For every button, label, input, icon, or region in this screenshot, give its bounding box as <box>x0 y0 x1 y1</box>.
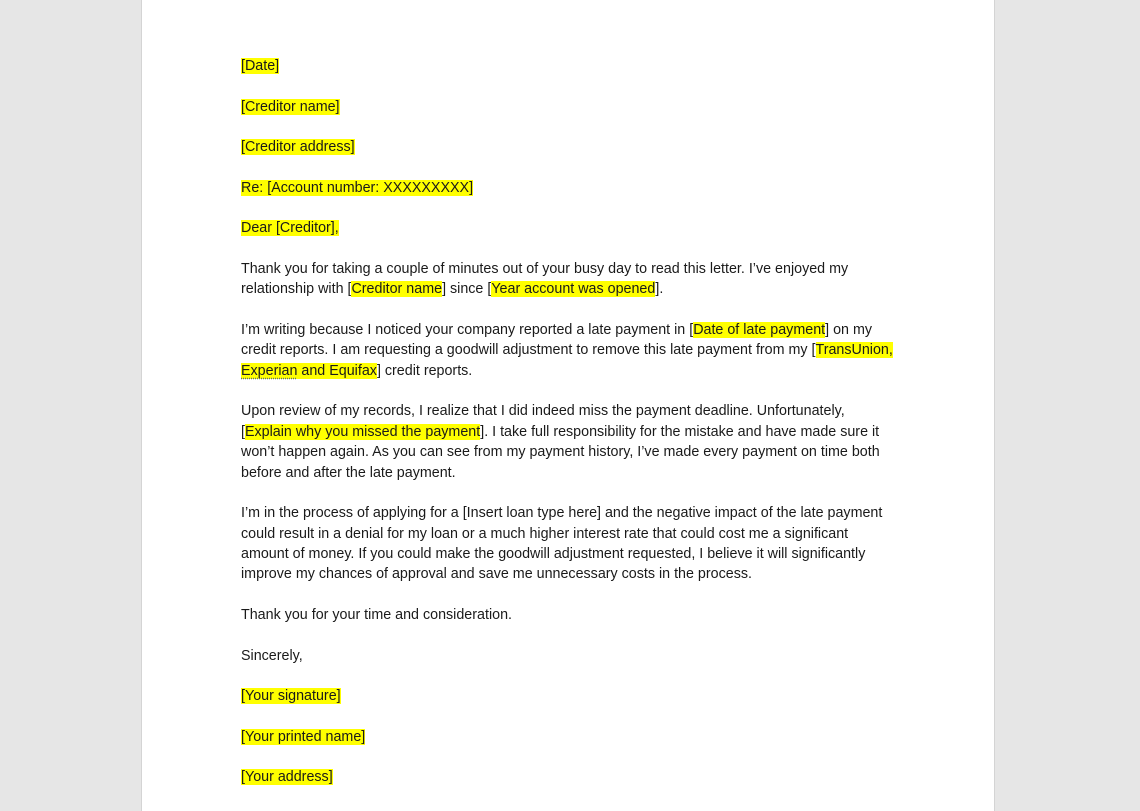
printed-name-line <box>241 727 901 747</box>
date-line <box>241 56 901 76</box>
request-line-1-start: I’m writing because I noticed your company reported a late payment in [ <box>241 321 694 338</box>
thanks-line <box>241 605 901 625</box>
printed-name-placeholder: [Your printed name] <box>241 728 366 745</box>
explanation-line-2-end: ]. I take full responsibility for the mistake and have made sure it <box>480 423 880 440</box>
signature-line <box>241 686 901 706</box>
signature-placeholder: [Your signature] <box>241 688 341 705</box>
salutation-placeholder: Dear [Creditor], <box>241 220 339 237</box>
request-line-2-start: credit reports. I am requesting a goodwill adjustment to remove this late payment from my [ <box>241 342 816 359</box>
paragraph-request <box>241 320 901 381</box>
closing-line <box>241 646 901 666</box>
spelling-marked-word: Experian <box>241 362 298 379</box>
intro-line-2-end: ]. <box>655 281 664 298</box>
salutation-line <box>241 218 901 238</box>
address-placeholder: [Your address] <box>241 769 333 786</box>
address-line <box>241 767 901 787</box>
impact-line-1: I’m in the process of applying for a [Insert loan type here] and the negative impact of the late payment <box>241 505 883 522</box>
impact-line-3: amount of money. If you could make the goodwill adjustment requested, I believe it will significantly <box>241 546 866 562</box>
impact-line-4: improve my chances of approval and save me unnecessary costs in the process. <box>241 566 752 583</box>
request-line-1-end: ] on my <box>825 321 873 338</box>
thanks-text: Thank you for your time and consideration. <box>241 607 512 623</box>
letter-body <box>241 56 901 808</box>
creditor-name-inline-placeholder: Creditor name <box>351 281 443 298</box>
creditor-name-placeholder: [Creditor name] <box>241 98 340 115</box>
explanation-line-1: Upon review of my records, I realize that I did indeed miss the payment deadline. Unfortunately, <box>241 403 845 420</box>
late-payment-date-placeholder: Date of late payment <box>693 321 826 338</box>
closing-text: Sincerely, <box>241 647 303 664</box>
intro-line-2-mid: ] since [ <box>442 281 492 298</box>
paragraph-explanation <box>241 401 901 483</box>
creditor-address-line <box>241 137 901 157</box>
creditor-name-line <box>241 97 901 117</box>
bureaus-placeholder-part1: TransUnion, <box>815 342 893 359</box>
reason-placeholder: Explain why you missed the payment <box>244 423 481 440</box>
explanation-line-2-start: [ <box>241 423 245 440</box>
re-line <box>241 178 901 198</box>
bureaus-placeholder-part2 <box>241 363 377 379</box>
request-line-3-end: ] credit reports. <box>376 362 473 379</box>
account-number-placeholder: Re: [Account number: XXXXXXXXX] <box>241 179 474 196</box>
year-opened-placeholder: Year account was opened <box>491 281 656 298</box>
document-page[interactable] <box>141 0 995 811</box>
intro-line-2-start: relationship with [ <box>241 281 352 298</box>
bureaus-placeholder-rest: and Equifax <box>297 362 377 379</box>
date-placeholder: [Date] <box>241 58 280 74</box>
explanation-line-4: before and after the late payment. <box>241 464 456 481</box>
impact-line-2: could result in a denial for my loan or a much higher interest rate that could cost me a significant <box>241 525 849 542</box>
paragraph-impact <box>241 503 901 585</box>
intro-line-1: Thank you for taking a couple of minutes out of your busy day to read this letter. I’ve enjoyed my <box>241 260 849 277</box>
creditor-address-placeholder: [Creditor address] <box>241 139 355 156</box>
paragraph-intro <box>241 259 901 300</box>
explanation-line-3: won’t happen again. As you can see from my payment history, I’ve made every payment on time both <box>241 444 880 461</box>
